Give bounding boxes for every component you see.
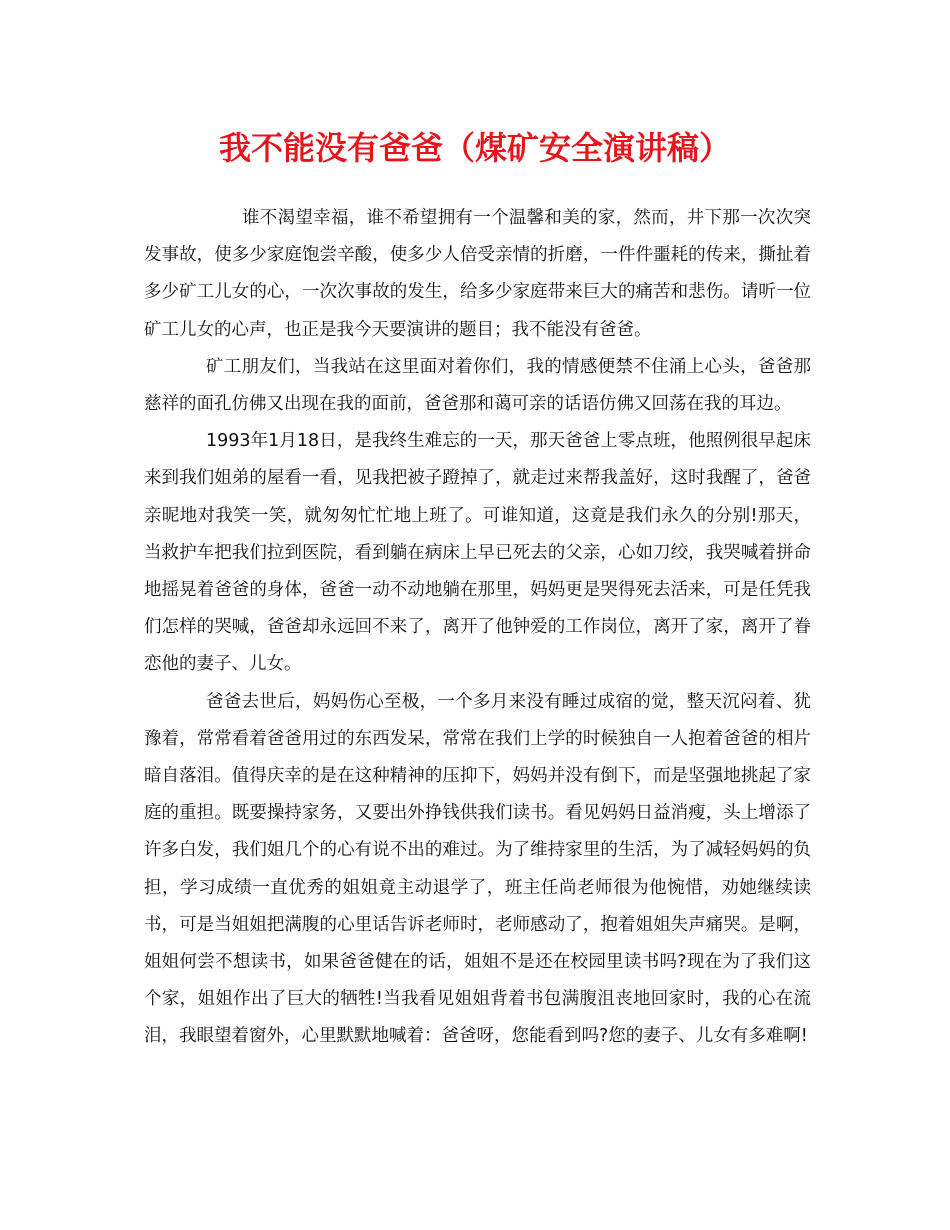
paragraph-4: 爸爸去世后，妈妈伤心至极，一个多月来没有睡过成宿的觉，整天沉闷着、犹豫着，常常看着爸爸用过的东西发呆，常常在我们上学的时候独自一人抱着爸爸的相片暗自落泪。值得庆幸的是在这种精神的压抑下，妈妈并没有倒下，而是坚强地挑起了家庭的重担。既要操持家务，又要出外挣钱供我们读书。看见妈妈日益消瘦，头上增添了许多白发，我们姐几个的心有说不出的难过。为了维持家里的生活，为了减轻妈妈的负担，学习成绩一直优秀的姐姐竟主动退学了，班主任尚老师很为他惋惜，劝她继续读书，可是当姐姐把满腹的心里话告诉老师时，老师感动了，抱着姐姐失声痛哭。是啊，姐姐何尝不想读书，如果爸爸健在的话，姐姐不是还在校园里读书吗?现在为了我们这个家，姐姐作出了巨大的牺牲!当我看见姐姐背着书包满腹沮丧地回家时，我的心在流泪，我眼望着窗外，心里默默地喊着：爸爸呀，您能看到吗?您的妻子、儿女有多难啊! <box>144 691 811 1047</box>
paragraph-2: 矿工朋友们，当我站在这里面对着你们，我的情感便禁不住涌上心头，爸爸那慈祥的面孔仿佛又出现在我的面前，爸爸那和蔼可亲的话语仿佛又回荡在我的耳边。 <box>144 356 811 415</box>
document-body <box>144 200 811 1056</box>
paragraph-3: 1993年1月18日，是我终生难忘的一天，那天爸爸上零点班，他照例很早起床来到我们姐弟的屋看一看，见我把被子蹬掉了，就走过来帮我盖好，这时我醒了，爸爸亲昵地对我笑一笑，就匆匆忙忙地上班了。可谁知道，这竟是我们永久的分别!那天，当救护车把我们拉到医院，看到躺在病床上早已死去的父亲，心如刀绞，我哭喊着拼命地摇晃着爸爸的身体，爸爸一动不动地躺在那里，妈妈更是哭得死去活来，可是任凭我们怎样的哭喊，爸爸却永远回不来了，离开了他钟爱的工作岗位，离开了家，离开了眷恋他的妻子、儿女。 <box>144 431 811 675</box>
document-title: 我不能没有爸爸（煤矿安全演讲稿） <box>218 129 731 167</box>
paragraph-1: 谁不渴望幸福，谁不希望拥有一个温馨和美的家，然而，井下那一次次突发事故，使多少家庭饱尝辛酸，使多少人倍受亲情的折磨，一件件噩耗的传来，撕扯着多少矿工儿女的心，一次次事故的发生，给多少家庭带来巨大的痛苦和悲伤。请听一位矿工儿女的心声，也正是我今天要演讲的题目；我不能没有爸爸。 <box>144 208 811 340</box>
